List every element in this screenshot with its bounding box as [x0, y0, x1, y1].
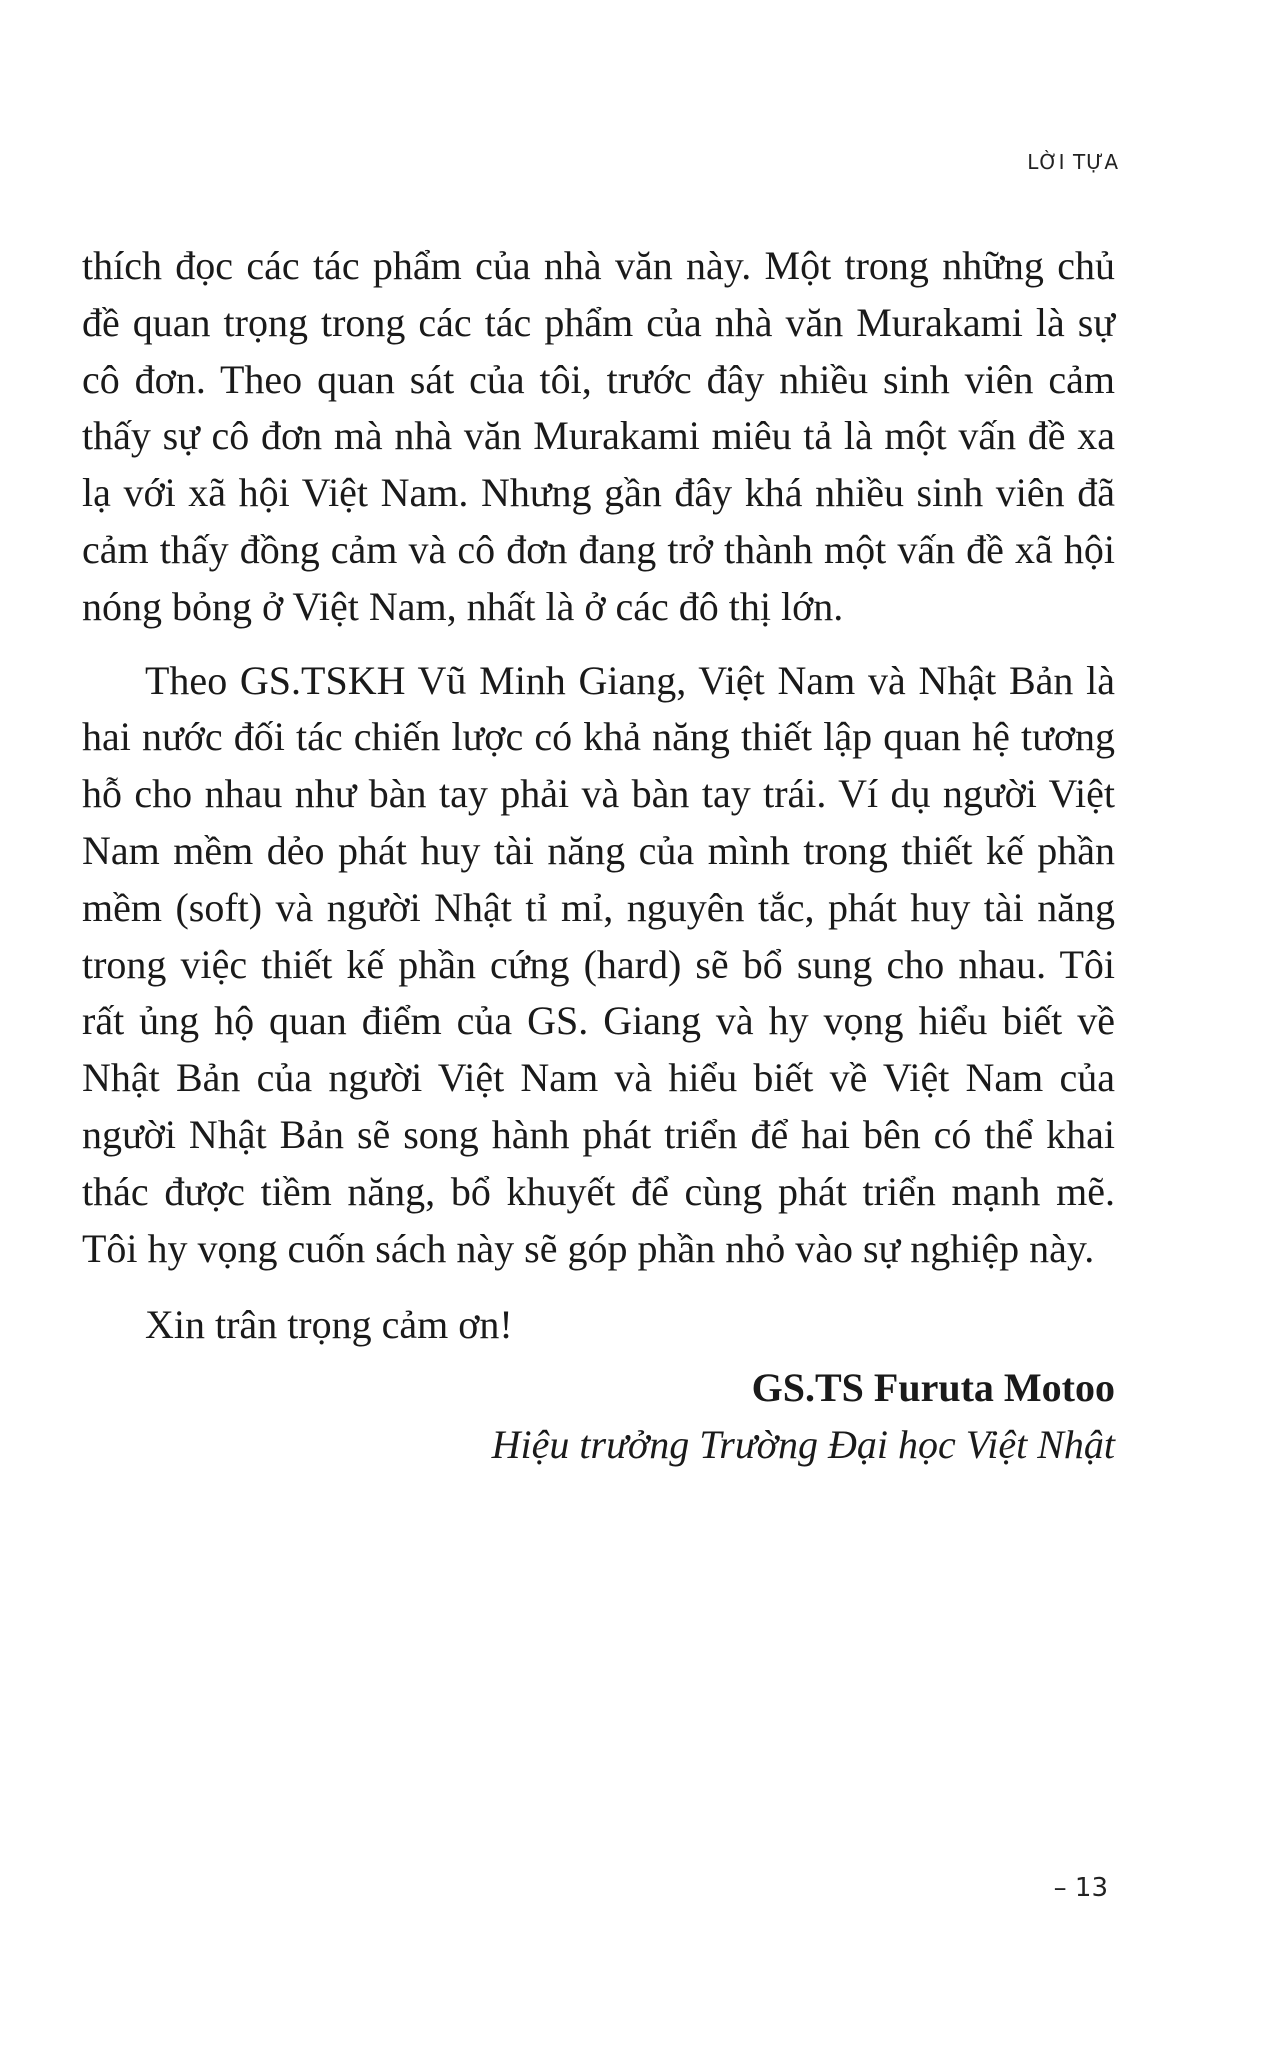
page-number: – 13	[1053, 1873, 1108, 1903]
paragraph-continued: thích đọc các tác phẩm của nhà văn này. Một trong những chủ đề quan trọng trong các tác phẩm của nhà văn Murakami là sự cô đơn. Theo quan sát của tôi, trước đây nhiều sinh viên cảm thấy sự cô đơn mà nhà văn Murakami miêu tả là một vấn đề xa lạ với xã hội Việt Nam. Nhưng gần đây khá nhiều sinh viên đã cảm thấy đồng cảm và cô đơn đang trở thành một vấn đề xã hội nóng bỏng ở Việt Nam, nhất là ở các đô thị lớn.	[82, 243, 1115, 629]
closing-line: Xin trân trọng cảm ơn!	[145, 1302, 513, 1348]
signature-name: GS.TS Furuta Motoo	[751, 1365, 1115, 1411]
running-header: LỜI TỰA	[1027, 150, 1119, 174]
paragraph-vu-minh-giang: Theo GS.TSKH Vũ Minh Giang, Việt Nam và Nhật Bản là hai nước đối tác chiến lược có khả năng thiết lập quan hệ tương hỗ cho nhau như bàn tay phải và bàn tay trái. Ví dụ người Việt Nam mềm dẻo phát huy tài năng của mình trong thiết kế phần mềm (soft) và người Nhật tỉ mỉ, nguyên tắc, phát huy tài năng trong việc thiết kế phần cứng (hard) sẽ bổ sung cho nhau. Tôi rất ủng hộ quan điểm của GS. Giang và hy vọng hiểu biết về Nhật Bản của người Việt Nam và hiểu biết về Việt Nam của người Nhật Bản sẽ song hành phát triển để hai bên có thể khai thác được tiềm năng, bổ khuyết để cùng phát triển mạnh mẽ. Tôi hy vọng cuốn sách này sẽ góp phần nhỏ vào sự nghiệp này.	[82, 657, 1115, 1271]
signature-title: Hiệu trưởng Trường Đại học Việt Nhật	[491, 1421, 1115, 1467]
body-text	[82, 238, 1115, 1474]
